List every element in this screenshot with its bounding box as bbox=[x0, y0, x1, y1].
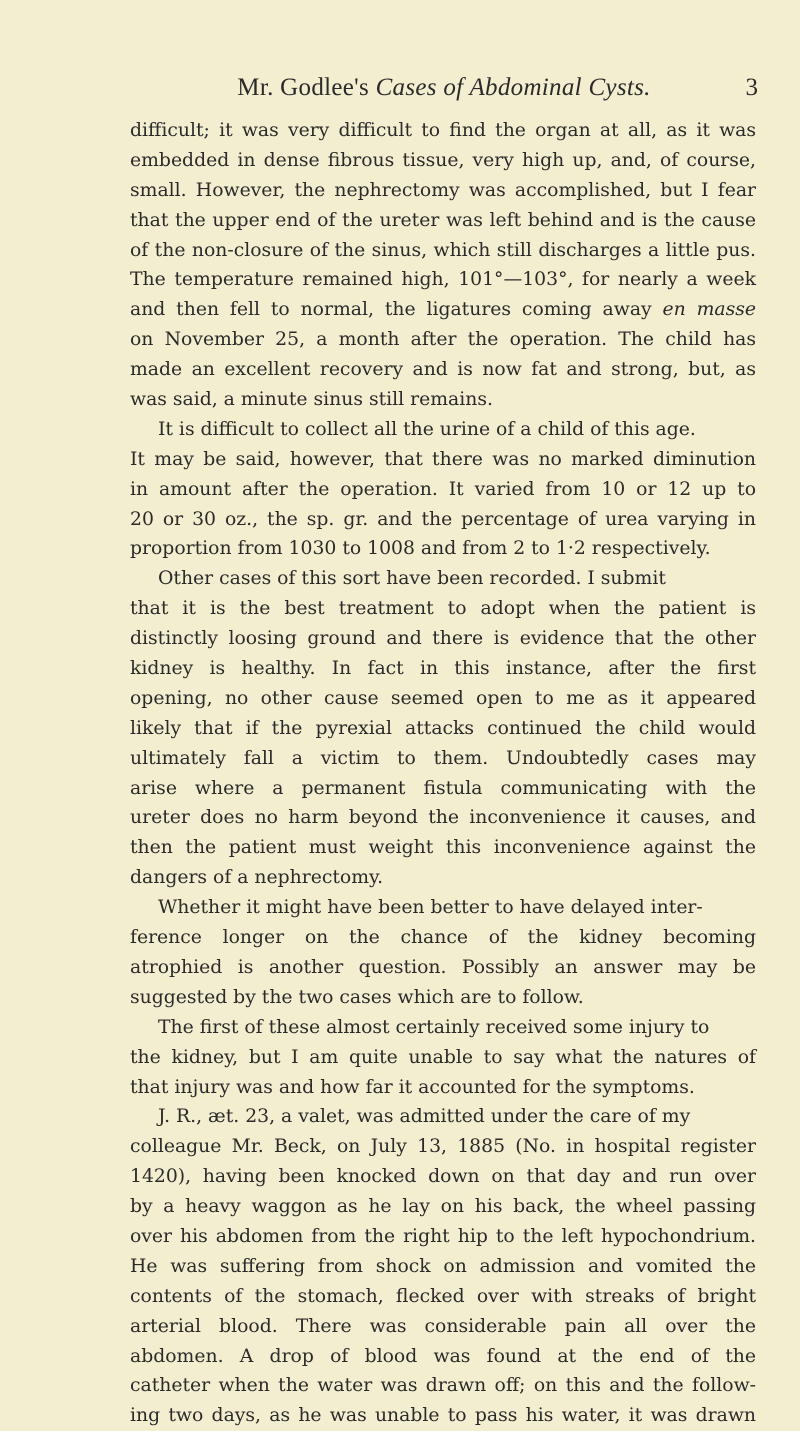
text-line: that injury was and how far it accounted for the symptoms. bbox=[130, 1076, 695, 1098]
text-line: ing two days, as he was unable to pass his water, it was drawn bbox=[130, 1405, 756, 1427]
text-line: and then fell to normal, the ligatures coming away en masse bbox=[130, 299, 756, 321]
text-line: Whether it might have been better to have delayed inter- bbox=[158, 897, 703, 919]
text-line: contents of the stomach, flecked over with streaks of bright bbox=[130, 1285, 756, 1307]
page-number: 3 bbox=[745, 74, 758, 101]
text-line: by a heavy waggon as he lay on his back, the wheel passing bbox=[130, 1196, 756, 1218]
text-line: He was suffering from shock on admission and vomited the bbox=[130, 1255, 756, 1277]
running-title bbox=[130, 74, 758, 102]
text-line: on November 25, a month after the operation. The child has bbox=[130, 329, 756, 351]
text-line: then the patient must weight this inconvenience against the bbox=[130, 837, 756, 859]
text-line: that it is the best treatment to adopt when the patient is bbox=[130, 598, 756, 620]
italic-phrase: en masse bbox=[662, 299, 756, 321]
text-line: colleague Mr. Beck, on July 13, 1885 (No. in hospital register bbox=[130, 1136, 756, 1158]
text-line: opening, no other cause seemed open to me as it appeared bbox=[130, 687, 756, 709]
text-line: dangers of a nephrectomy. bbox=[130, 867, 384, 889]
text-line: small. However, the nephrectomy was accomplished, but I fear bbox=[130, 179, 756, 201]
text-line: proportion from 1030 to 1008 and from 2 to 1·2 respectively. bbox=[130, 538, 711, 560]
text-line: arise where a permanent fistula communicating with the bbox=[130, 777, 756, 799]
text-line: 20 or 30 oz., the sp. gr. and the percentage of urea varying in bbox=[130, 508, 756, 530]
running-title-author: Mr. Godlee's bbox=[237, 74, 369, 101]
text-line: suggested by the two cases which are to follow. bbox=[130, 986, 584, 1008]
text-line: the kidney, but I am quite unable to say what the natures of bbox=[130, 1046, 756, 1068]
text-line: over his abdomen from the right hip to the left hypochondrium. bbox=[130, 1225, 756, 1247]
text-line: distinctly loosing ground and there is evidence that the other bbox=[130, 628, 756, 650]
text-line: in amount after the operation. It varied from 10 or 12 up to bbox=[130, 478, 756, 500]
text-line: 1420), having been knocked down on that day and run over bbox=[130, 1166, 756, 1188]
running-title-italic: Cases of Abdominal Cysts. bbox=[375, 74, 651, 101]
text-line: abdomen. A drop of blood was found at the end of the bbox=[130, 1345, 756, 1367]
text-line: that the upper end of the ureter was left behind and is the cause bbox=[130, 209, 756, 231]
running-head bbox=[130, 74, 758, 108]
text-line: Other cases of this sort have been recorded. I submit bbox=[158, 568, 666, 590]
text-line: catheter when the water was drawn off; on this and the follow- bbox=[130, 1375, 756, 1397]
text-line: ultimately fall a victim to them. Undoubtedly cases may bbox=[130, 747, 756, 769]
text-line: ference longer on the chance of the kidney becoming bbox=[130, 927, 756, 949]
text-line: of the non-closure of the sinus, which still discharges a little pus. bbox=[130, 239, 756, 261]
text-line: embedded in dense fibrous tissue, very high up, and, of course, bbox=[130, 149, 756, 171]
text-line: atrophied is another question. Possibly an answer may be bbox=[130, 956, 756, 978]
text-line: J. R., æt. 23, a valet, was admitted under the care of my bbox=[158, 1106, 691, 1128]
text-line: The first of these almost certainly received some injury to bbox=[158, 1016, 710, 1038]
text-line: likely that if the pyrexial attacks continued the child would bbox=[130, 717, 756, 739]
text-line: difficult; it was very difficult to find the organ at all, as it was bbox=[130, 120, 756, 141]
text-line: arterial blood. There was considerable pain all over the bbox=[130, 1315, 756, 1337]
text-line: The temperature remained high, 101°—103°, for nearly a week bbox=[130, 269, 756, 291]
text-line: kidney is healthy. In fact in this instance, after the first bbox=[130, 658, 756, 680]
text-line: ureter does no harm beyond the inconvenience it causes, and bbox=[130, 807, 756, 829]
text-line: It may be said, however, that there was no marked diminution bbox=[130, 448, 756, 470]
text-line: It is difficult to collect all the urine of a child of this age. bbox=[158, 418, 696, 440]
text-line: was said, a minute sinus still remains. bbox=[130, 389, 493, 411]
body-text bbox=[130, 116, 756, 1431]
text-line: made an excellent recovery and is now fat and strong, but, as bbox=[130, 359, 756, 381]
